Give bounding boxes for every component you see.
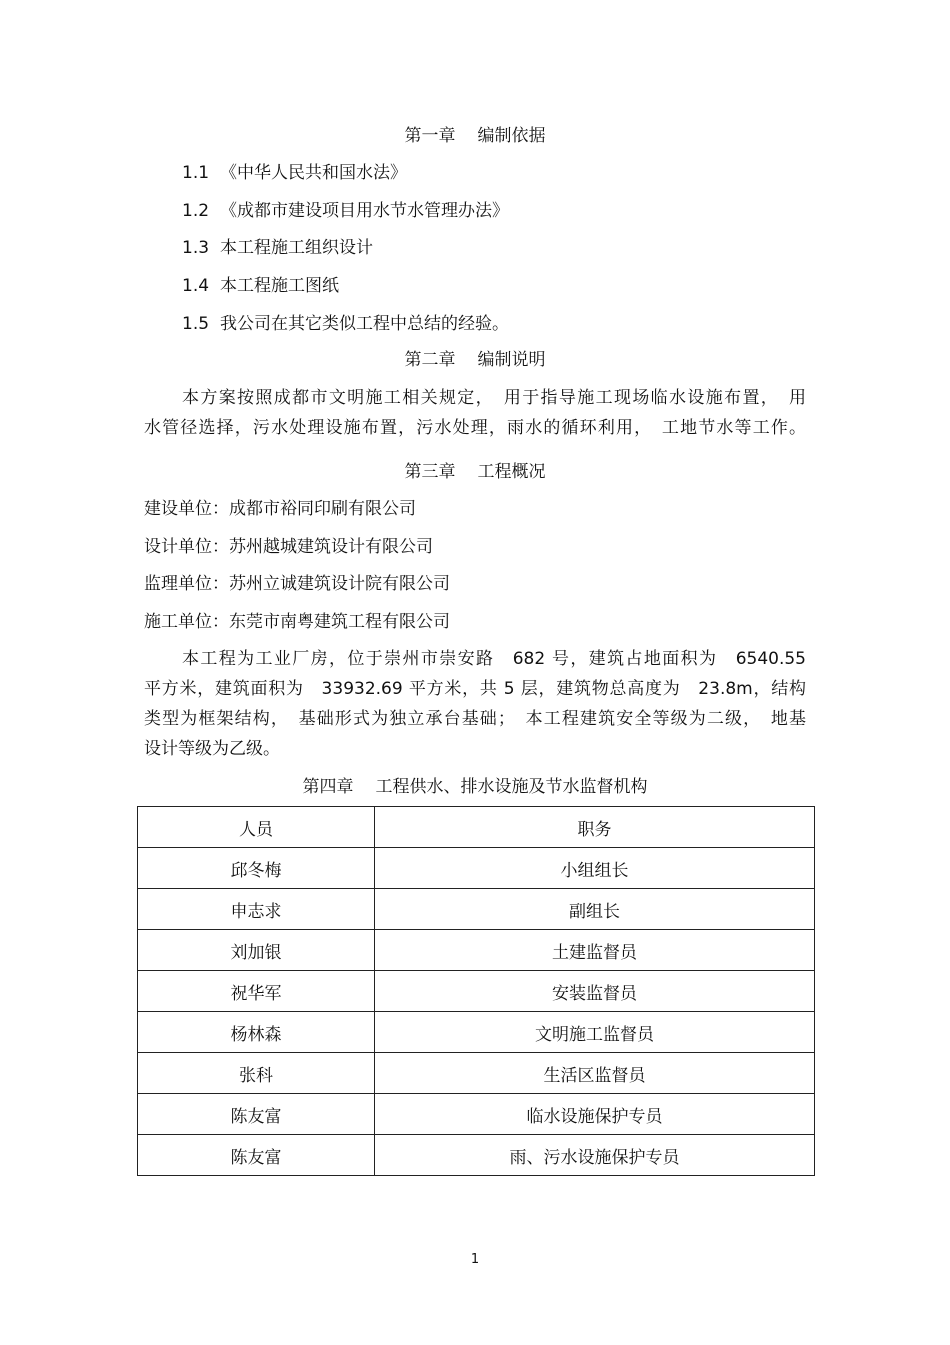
unit-row: [144, 498, 416, 520]
person-cell: 邱冬梅: [138, 848, 375, 889]
basis-item-text: 《成都市建设项目用水节水管理办法》: [220, 201, 509, 221]
unit-row: [144, 573, 450, 595]
table-row: [138, 1135, 815, 1176]
chapter4-heading: [0, 776, 950, 798]
chapter2-label: 第二章: [404, 350, 456, 370]
position-cell: 文明施工监督员: [375, 1012, 815, 1053]
overview-line: 设计等级为乙级。: [144, 739, 280, 759]
overview-line: 平方米，建筑面积为 33932.69 平方米，共 5 层，建筑物总高度为 23.8m，结构: [144, 679, 806, 699]
chapter2-title: 编制说明: [477, 350, 546, 370]
unit-label: 施工单位：: [144, 612, 229, 632]
basis-item-number: 1.4: [182, 276, 210, 296]
table-row: [138, 1094, 815, 1135]
basis-item-text: 我公司在其它类似工程中总结的经验。: [220, 314, 509, 334]
basis-item-number: 1.1: [182, 163, 210, 183]
unit-value: 苏州立诚建筑设计院有限公司: [229, 574, 450, 594]
unit-label: 设计单位：: [144, 537, 229, 557]
chapter4-label: 第四章: [302, 777, 354, 797]
unit-value: 东莞市南粤建筑工程有限公司: [229, 612, 450, 632]
table-row: [138, 1053, 815, 1094]
chapter1-heading: [0, 125, 950, 147]
position-cell: 雨、污水设施保护专员: [375, 1135, 815, 1176]
basis-item: [182, 237, 373, 259]
chapter2-heading: [0, 349, 950, 371]
unit-label: 监理单位：: [144, 574, 229, 594]
person-cell: 申志求: [138, 889, 375, 930]
unit-value: 苏州越城建筑设计有限公司: [229, 537, 433, 557]
position-cell: 小组组长: [375, 848, 815, 889]
chapter1-label: 第一章: [404, 126, 456, 146]
unit-value: 成都市裕同印刷有限公司: [229, 499, 416, 519]
person-cell: 刘加银: [138, 930, 375, 971]
basis-item: [182, 200, 509, 222]
basis-item-text: 本工程施工图纸: [220, 276, 339, 296]
header-position: 职务: [375, 807, 815, 848]
person-cell: 祝华军: [138, 971, 375, 1012]
basis-item-text: 本工程施工组织设计: [220, 238, 373, 258]
table-row: [138, 889, 815, 930]
position-cell: 副组长: [375, 889, 815, 930]
overview-line: 本工程为工业厂房，位于崇州市崇安路 682 号，建筑占地面积为 6540.55: [182, 649, 806, 669]
page-number: 1: [470, 1252, 480, 1267]
unit-row: [144, 611, 450, 633]
basis-item: [182, 162, 407, 184]
overview-paragraph: [144, 644, 806, 764]
chapter3-heading: [0, 461, 950, 483]
position-cell: 安装监督员: [375, 971, 815, 1012]
chapter3-label: 第三章: [404, 462, 456, 482]
person-cell: 杨林森: [138, 1012, 375, 1053]
chapter2-line: 本方案按照成都市文明施工相关规定， 用于指导施工现场临水设施布置， 用: [182, 388, 806, 408]
chapter4-title: 工程供水、排水设施及节水监督机构: [375, 777, 648, 797]
table-row: [138, 971, 815, 1012]
person-cell: 陈友富: [138, 1135, 375, 1176]
unit-row: [144, 536, 433, 558]
overview-line: 类型为框架结构， 基础形式为独立承台基础； 本工程建筑安全等级为二级， 地基: [144, 709, 806, 729]
person-cell: 陈友富: [138, 1094, 375, 1135]
basis-item: [182, 313, 509, 335]
staff-table: [137, 806, 815, 1176]
table-header-row: [138, 807, 815, 848]
chapter3-title: 工程概况: [477, 462, 546, 482]
chapter1-title: 编制依据: [477, 126, 546, 146]
basis-item: [182, 275, 339, 297]
basis-item-text: 《中华人民共和国水法》: [220, 163, 407, 183]
person-cell: 张科: [138, 1053, 375, 1094]
unit-label: 建设单位：: [144, 499, 229, 519]
position-cell: 生活区监督员: [375, 1053, 815, 1094]
chapter2-paragraph: [144, 383, 806, 443]
table-row: [138, 1012, 815, 1053]
position-cell: 临水设施保护专员: [375, 1094, 815, 1135]
basis-item-number: 1.2: [182, 201, 210, 221]
position-cell: 土建监督员: [375, 930, 815, 971]
header-person: 人员: [138, 807, 375, 848]
basis-item-number: 1.3: [182, 238, 210, 258]
chapter2-line: 水管径选择，污水处理设施布置，污水处理，雨水的循环利用， 工地节水等工作。: [144, 418, 806, 438]
basis-item-number: 1.5: [182, 314, 210, 334]
table-row: [138, 848, 815, 889]
table-row: [138, 930, 815, 971]
